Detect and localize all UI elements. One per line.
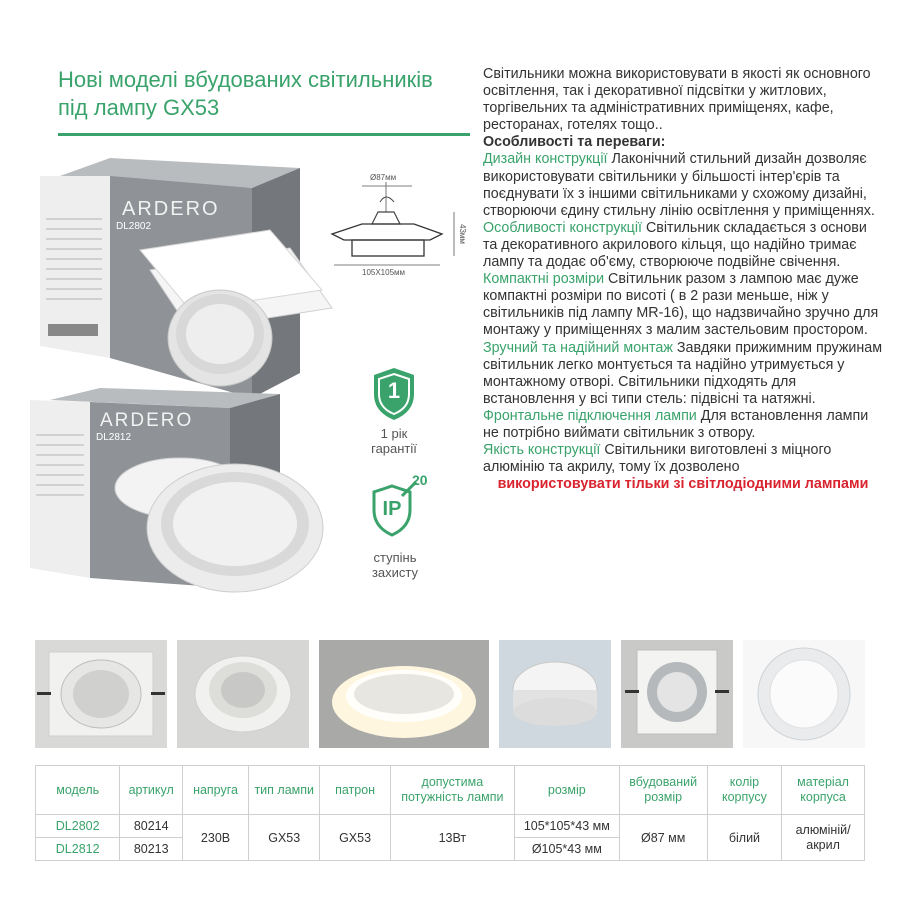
warning-label: використовувати тільки зі світлодіодними лампами xyxy=(497,476,869,493)
table-header: вбудований розмір xyxy=(619,766,707,815)
lamp-type-cell: GX53 xyxy=(249,815,320,861)
feature-label: Фронтальне підключення лампи xyxy=(483,407,697,424)
table-header: тип лампи xyxy=(249,766,320,815)
photo-dl2802-front xyxy=(35,640,167,748)
intro-paragraph: Світильники можна використовувати в якості як основного освітлення, так і декоративної підсвітки у житлових, торгівельних та адміністративних приміщенях, кафе, ресторанах, готелях тощо.. xyxy=(483,66,871,134)
title-underline xyxy=(58,133,470,136)
feature-label: Компактні розміри xyxy=(483,271,605,288)
size-cell: 105*105*43 мм xyxy=(515,815,620,838)
table-row xyxy=(36,815,865,838)
product-box-dl2812 xyxy=(30,388,340,596)
table-header: модель xyxy=(36,766,120,815)
feature-label: Зручний та надійний монтаж xyxy=(483,339,673,356)
article-cell: 80213 xyxy=(120,838,183,861)
table-header: артикул xyxy=(120,766,183,815)
table-header: колір корпусу xyxy=(707,766,781,815)
feature-construction xyxy=(483,220,883,271)
table-header: патрон xyxy=(320,766,390,815)
title-line-1: Нові моделі вбудованих світильників xyxy=(58,67,433,92)
socket-cell: GX53 xyxy=(320,815,390,861)
photo-acrylic-ring xyxy=(743,640,865,748)
size-cell: Ø105*43 мм xyxy=(515,838,620,861)
feature-label: Дизайн конструкції xyxy=(483,151,608,168)
material-cell: алюміній/ акрил xyxy=(782,815,865,861)
feature-text: Світильник складається з основи та декоративного акрилового кільця, що надійно тримає лампу та додає об'єму, створююче подвійне свічення. xyxy=(483,219,867,271)
photo-dl2812-front xyxy=(177,640,309,748)
warning-text xyxy=(483,476,883,493)
table-header: матеріал корпуса xyxy=(782,766,865,815)
feature-label: Особливості конструкції xyxy=(483,219,642,236)
page-title xyxy=(58,66,478,122)
diagram-height-label: 43мм xyxy=(458,224,467,244)
title-line-2: під лампу GX53 xyxy=(58,95,220,120)
model-cell: DL2802 xyxy=(36,815,120,838)
diagram-width-label: 105X105мм xyxy=(362,268,406,277)
feature-text: Світильник разом з лампою має дуже компактні розміри по висоті ( в 2 рази меньше, ніж у світильників під лампу MR-16), що надзвичайно зручно для монтажу у приміщеннях з малим застельовим простором. xyxy=(483,271,879,339)
warranty-text: 1 рік гарантії xyxy=(371,426,417,456)
box-model-label: DL2802 xyxy=(116,221,152,232)
feature-compact xyxy=(483,271,883,339)
table-header: допустима потужність лампи xyxy=(390,766,514,815)
feature-text: Світильники виготовлені з міцного алюмінію та акрилу, тому їх дозволено xyxy=(483,442,832,476)
ip-text: ступінь захисту xyxy=(371,550,419,580)
diagram-diameter-label: Ø87мм xyxy=(370,173,397,182)
cutout-cell: Ø87 мм xyxy=(619,815,707,861)
description-column xyxy=(483,66,883,493)
warranty-number: 1 xyxy=(387,378,401,403)
box-model-label: DL2812 xyxy=(96,432,132,443)
warranty-badge xyxy=(370,366,418,422)
power-cell: 13Вт xyxy=(390,815,514,861)
box-brand-logo: ARDERO xyxy=(122,198,220,220)
ip-number: 20 xyxy=(412,472,428,488)
feature-quality xyxy=(483,442,883,476)
photo-base-top xyxy=(621,640,733,748)
color-cell: білий xyxy=(707,815,781,861)
dimension-diagram xyxy=(322,172,472,282)
photo-lit-lamp xyxy=(319,640,489,748)
box-brand-logo: ARDERO xyxy=(100,410,194,431)
feature-text: Лаконічний стильний дизайн дозволяє використовувати світильники у більшості інтер'єрів та поєднувати їх з іншими світильниками у схожому дизайні, створюючи єдину стильну лінію освітлення у приміщеннях. xyxy=(483,151,875,219)
feature-mounting xyxy=(483,340,883,408)
features-heading: Особливості та переваги: xyxy=(483,134,666,151)
product-box-dl2802 xyxy=(40,158,340,408)
article-cell: 80214 xyxy=(120,815,183,838)
product-photo-strip xyxy=(35,640,865,748)
feature-text: Для встановлення лампи не потрібно виймати світильник з отвору. xyxy=(483,407,869,441)
spec-table xyxy=(35,765,865,861)
table-header: напруга xyxy=(183,766,249,815)
table-header: розмір xyxy=(515,766,620,815)
feature-design xyxy=(483,151,883,219)
ip-letters: IP xyxy=(382,498,402,520)
table-header-row xyxy=(36,766,865,815)
feature-text: Завдяки прижимним пружинам світильник легко монтується та надійно утримується у монтажному отворі. Світильники підходять для встановлення у всі типи стель: підвісні та натяжні. xyxy=(483,339,883,407)
feature-label: Якість конструкції xyxy=(483,442,601,459)
model-cell: DL2812 xyxy=(36,838,120,861)
ip-rating-badge xyxy=(368,482,420,538)
feature-front-connection xyxy=(483,408,883,442)
photo-ring-side xyxy=(499,640,611,748)
voltage-cell: 230В xyxy=(183,815,249,861)
